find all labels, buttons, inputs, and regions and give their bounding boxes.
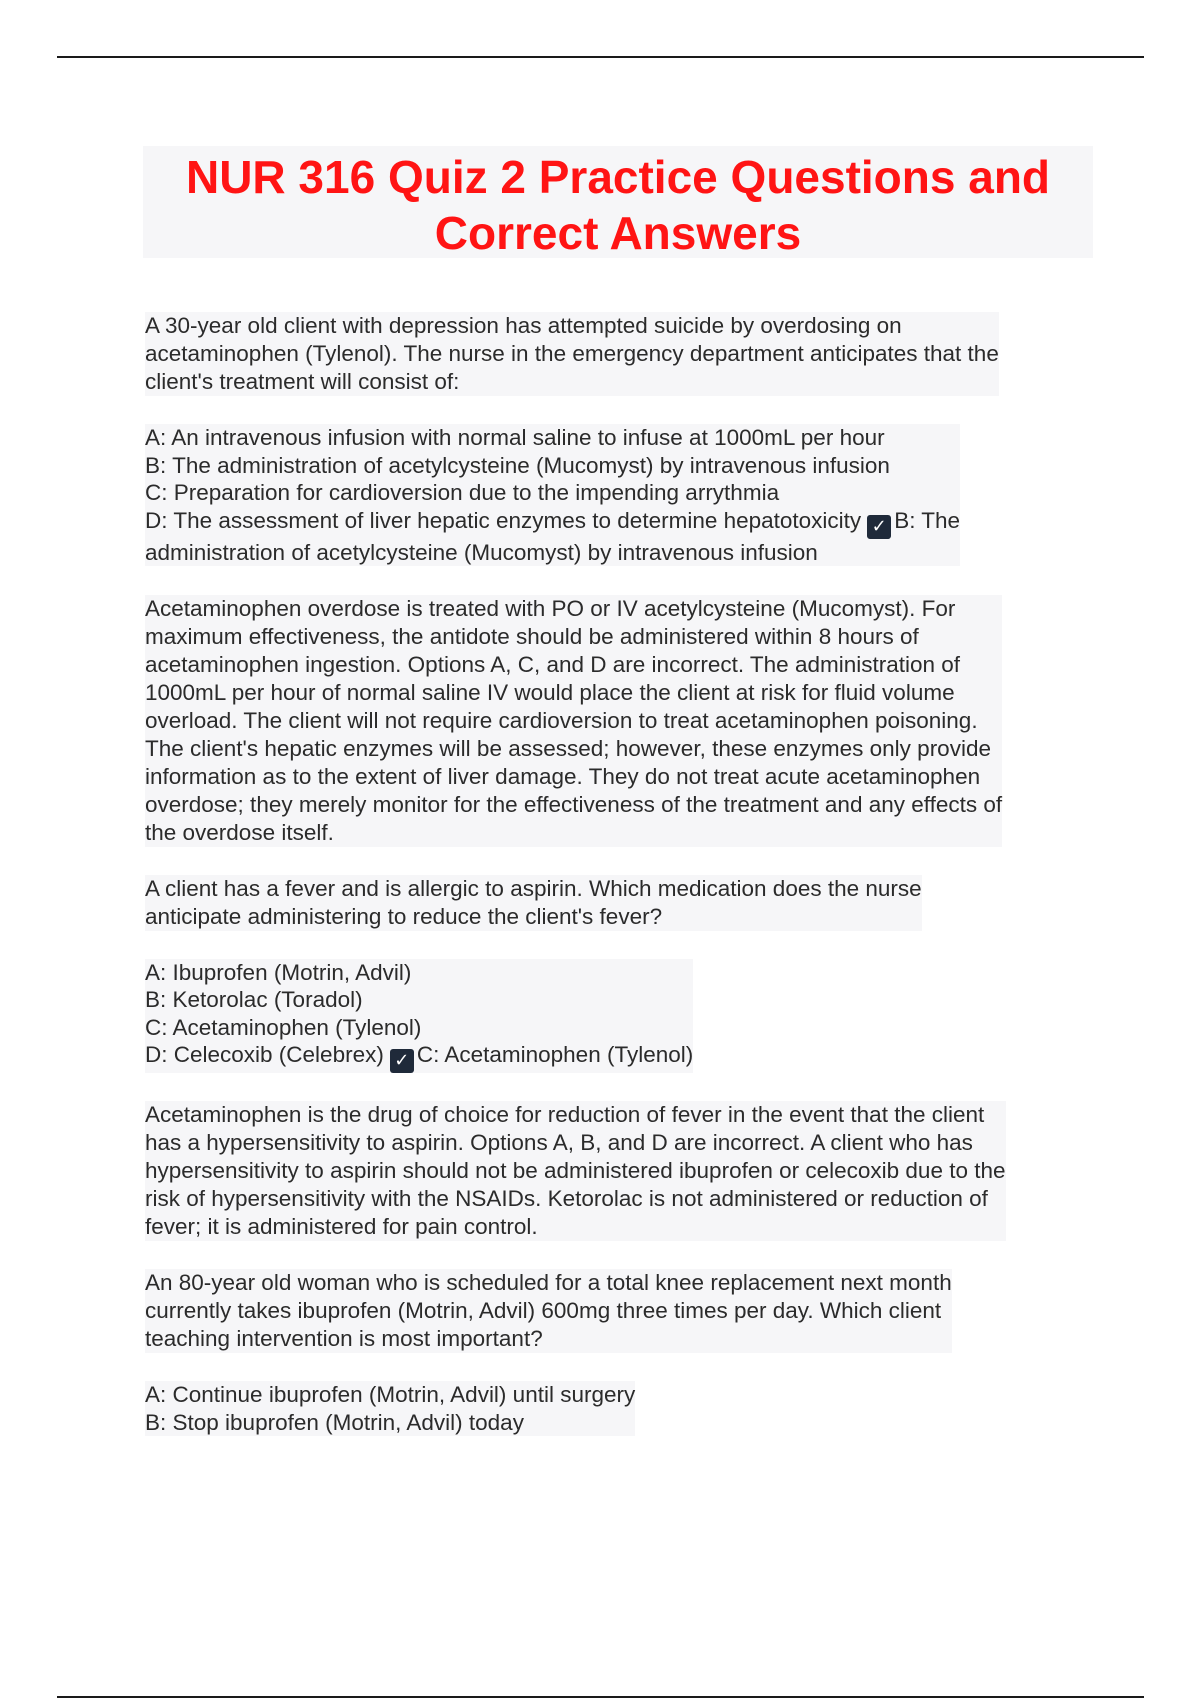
question-2-answer: C: Acetaminophen (Tylenol) [416, 1042, 694, 1067]
top-rule [57, 56, 1144, 58]
question-1-option-c: C: Preparation for cardioversion due to the impending arrythmia [145, 480, 780, 505]
page-title [143, 146, 1093, 261]
question-1-options [145, 424, 960, 566]
question-1-option-b: B: The administration of acetylcysteine (Mucomyst) by intravenous infusion [145, 452, 890, 478]
question-2-rationale: Acetaminophen is the drug of choice for reduction of fever in the event that the client has a hypersensitivity to aspirin. Options A, B, and D are incorrect. A client who has hypersensitivity to aspirin should not be administered ibuprofen or celecoxib due to the risk of hypersensitivity with the NSAIDs. Ketorolac is not administered or reduction of fever; it is administered for pain control. [145, 1102, 1006, 1239]
question-3-options [145, 1381, 635, 1436]
question-3-option-a: A: Continue ibuprofen (Motrin, Advil) until surgery [145, 1382, 636, 1407]
title-box [143, 146, 1093, 258]
document-body [145, 312, 1085, 1437]
checkmark-icon: ✓ [867, 515, 891, 539]
question-2-options [145, 959, 693, 1074]
question-2-stem: A client has a fever and is allergic to aspirin. Which medication does the nurse anticipate administering to reduce the client's fever? [145, 875, 922, 929]
question-1-answer: B: The [894, 507, 961, 533]
question-1-option-a: A: An intravenous infusion with normal saline to infuse at 1000mL per hour [145, 425, 885, 450]
question-1-answer-cont: administration of acetylcysteine (Mucomyst) by intravenous infusion [145, 539, 818, 565]
question-2-option-b: B: Ketorolac (Toradol) [145, 987, 363, 1012]
question-1-stem: A 30-year old client with depression has attempted suicide by overdosing on acetaminophen (Tylenol). The nurse in the emergency department anticipates that the client's treatment will consist of: [145, 313, 999, 394]
question-2-option-c: C: Acetaminophen (Tylenol) [145, 1014, 422, 1040]
question-3-option-b: B: Stop ibuprofen (Motrin, Advil) today [145, 1409, 524, 1435]
question-1-rationale: Acetaminophen overdose is treated with PO or IV acetylcysteine (Mucomyst). For maximum effectiveness, the antidote should be administered within 8 hours of acetaminophen ingestion. Options A, C, and D are incorrect. The administration of 1000mL per hour of normal saline IV would place the client at risk for fluid volume overload. The client will not require cardioversion to treat acetaminophen poisoning. The client's hepatic enzymes will be assessed; however, these enzymes only provide information as to the extent of liver damage. They do not treat acute acetaminophen overdose; they merely monitor for the effectiveness of the treatment and any effects of the overdose itself. [145, 595, 1003, 845]
question-2-option-d: D: Celecoxib (Celebrex) ✓ C: Acetaminophen (Tylenol) [145, 1042, 694, 1071]
title-line-2: Correct Answers [434, 207, 802, 259]
question-2-option-a: A: Ibuprofen (Motrin, Advil) [145, 959, 412, 985]
bottom-rule [57, 1696, 1144, 1698]
checkmark-icon: ✓ [390, 1049, 414, 1073]
question-3-stem: An 80-year old woman who is scheduled for a total knee replacement next month currently takes ibuprofen (Motrin, Advil) 600mg three times per day. Which client teaching intervention is most important? [145, 1270, 952, 1351]
title-line-1: NUR 316 Quiz 2 Practice Questions and [185, 151, 1051, 203]
question-1-option-d: D: The assessment of liver hepatic enzymes to determine hepatotoxicity ✓ B: The [145, 507, 961, 537]
